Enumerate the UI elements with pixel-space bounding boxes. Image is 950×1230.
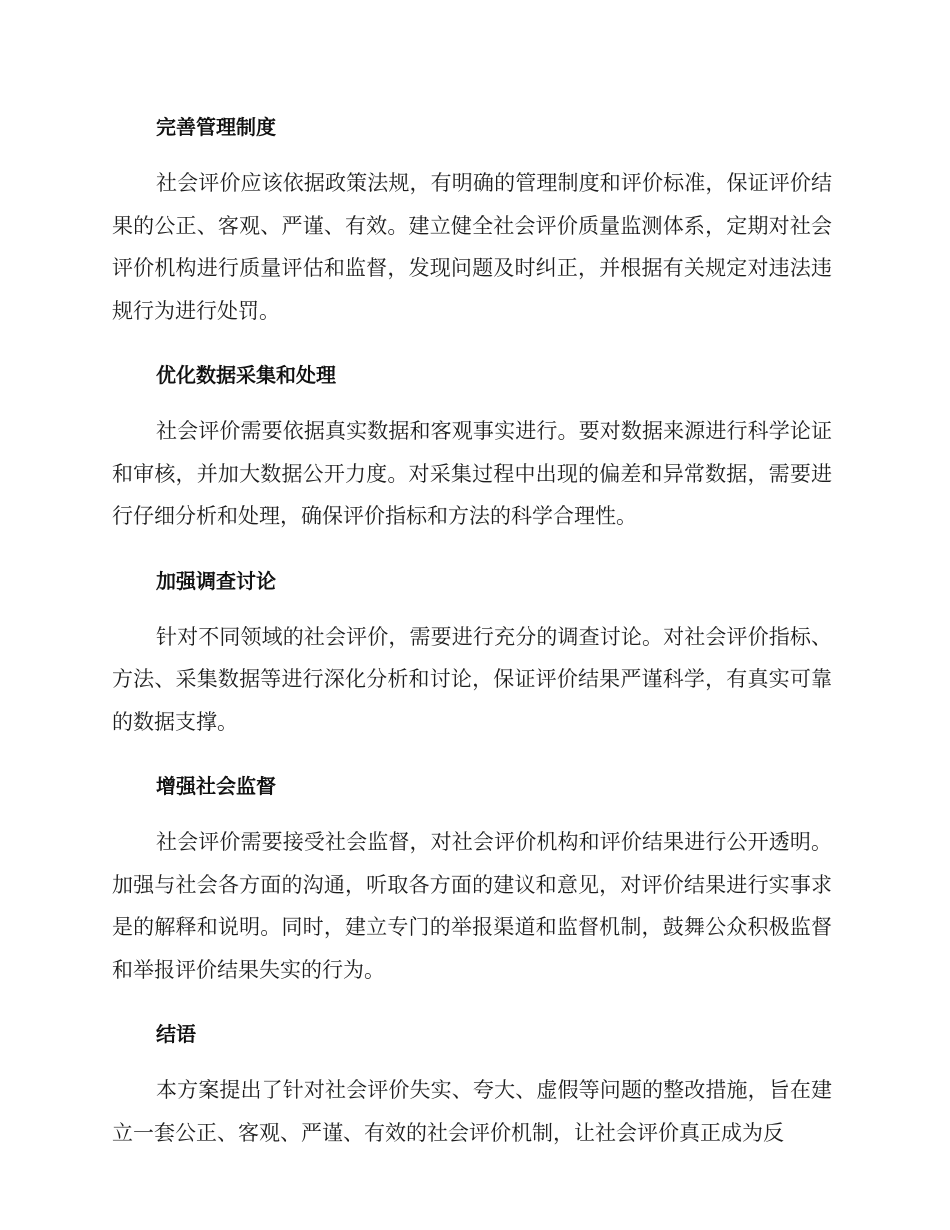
section-paragraph-conclusion: 本方案提出了针对社会评价失实、夸大、虚假等问题的整改措施，旨在建立一套公正、客观、严谨、有效的社会评价机制，让社会评价真正成为反 bbox=[112, 1078, 832, 1145]
document-body bbox=[112, 106, 832, 1176]
section-heading-data: 优化数据采集和处理 bbox=[156, 363, 336, 387]
section-paragraph-management: 社会评价应该依据政策法规，有明确的管理制度和评价标准，保证评价结果的公正、客观、严谨、有效。建立健全社会评价质量监测体系，定期对社会评价机构进行质量评估和监督，发现问题及时纠正，并根据有关规定对违法违规行为进行处罚。 bbox=[112, 171, 832, 323]
section-paragraph-supervision: 社会评价需要接受社会监督，对社会评价机构和评价结果进行公开透明。加强与社会各方面的沟通，听取各方面的建议和意见，对评价结果进行实事求是的解释和说明。同时，建立专门的举报渠道和监督机制，鼓舞公众积极监督和举报评价结果失实的行为。 bbox=[112, 830, 832, 982]
section-paragraph-data: 社会评价需要依据真实数据和客观事实进行。要对数据来源进行科学论证和审核，并加大数据公开力度。对采集过程中出现的偏差和异常数据，需要进行仔细分析和处理，确保评价指标和方法的科学合理性。 bbox=[112, 419, 832, 528]
section-heading-management: 完善管理制度 bbox=[156, 115, 276, 139]
section-heading-survey: 加强调查讨论 bbox=[156, 568, 276, 593]
section-heading-conclusion: 结语 bbox=[156, 1022, 196, 1046]
section-heading-supervision: 增强社会监督 bbox=[156, 774, 276, 798]
section-paragraph-survey: 针对不同领域的社会评价，需要进行充分的调查讨论。对社会评价指标、方法、采集数据等进行深化分析和讨论，保证评价结果严谨科学，有真实可靠的数据支撑。 bbox=[112, 624, 832, 734]
